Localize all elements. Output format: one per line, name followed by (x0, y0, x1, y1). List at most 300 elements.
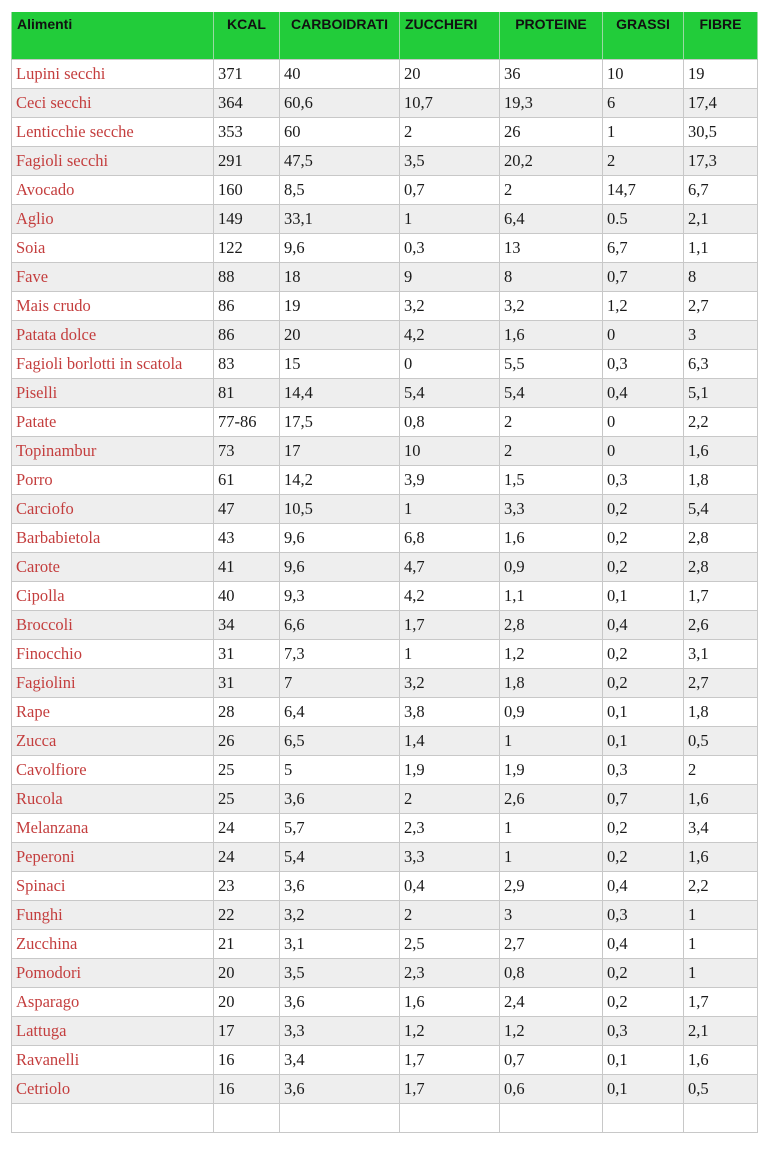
proteine-cell: 3,2 (500, 292, 603, 321)
nutrition-table-container (11, 12, 757, 1133)
table-row (12, 234, 758, 263)
zuccheri-cell: 2 (400, 901, 500, 930)
grassi-cell: 0,3 (603, 756, 684, 785)
table-row (12, 408, 758, 437)
kcal-cell: 31 (214, 669, 280, 698)
kcal-cell: 25 (214, 785, 280, 814)
grassi-cell: 0,1 (603, 698, 684, 727)
proteine-cell: 1 (500, 843, 603, 872)
kcal-cell: 24 (214, 843, 280, 872)
kcal-cell: 20 (214, 988, 280, 1017)
table-row (12, 1075, 758, 1104)
carboidrati-cell: 17 (280, 437, 400, 466)
table-header (12, 12, 758, 60)
food-name-cell: Lupini secchi (12, 60, 214, 89)
fibre-cell: 17,3 (684, 147, 758, 176)
kcal-cell: 86 (214, 292, 280, 321)
food-name-cell: Topinambur (12, 437, 214, 466)
proteine-cell: 2,4 (500, 988, 603, 1017)
nutrition-table (11, 12, 758, 1133)
kcal-cell: 353 (214, 118, 280, 147)
carboidrati-cell: 5,4 (280, 843, 400, 872)
grassi-cell: 0 (603, 437, 684, 466)
food-name-cell: Melanzana (12, 814, 214, 843)
kcal-cell: 61 (214, 466, 280, 495)
table-row (12, 930, 758, 959)
proteine-cell: 2,9 (500, 872, 603, 901)
grassi-cell: 0,3 (603, 466, 684, 495)
fibre-cell (684, 1104, 758, 1133)
food-name-cell: Fave (12, 263, 214, 292)
fibre-cell: 1,7 (684, 988, 758, 1017)
food-name-cell: Finocchio (12, 640, 214, 669)
proteine-cell: 1,2 (500, 1017, 603, 1046)
kcal-cell: 371 (214, 60, 280, 89)
food-name-cell: Carote (12, 553, 214, 582)
zuccheri-cell: 20 (400, 60, 500, 89)
zuccheri-cell: 4,2 (400, 321, 500, 350)
kcal-cell (214, 1104, 280, 1133)
food-name-cell: Patata dolce (12, 321, 214, 350)
kcal-cell: 16 (214, 1075, 280, 1104)
zuccheri-cell: 2,3 (400, 959, 500, 988)
fibre-cell: 2,7 (684, 669, 758, 698)
fibre-cell: 5,4 (684, 495, 758, 524)
grassi-cell: 0,4 (603, 379, 684, 408)
header-row (12, 12, 758, 60)
fibre-cell: 1 (684, 930, 758, 959)
carboidrati-cell: 3,1 (280, 930, 400, 959)
food-name-cell: Aglio (12, 205, 214, 234)
carboidrati-cell: 9,6 (280, 234, 400, 263)
kcal-cell: 83 (214, 350, 280, 379)
kcal-cell: 160 (214, 176, 280, 205)
fibre-cell: 1,7 (684, 582, 758, 611)
table-row (12, 611, 758, 640)
grassi-cell: 0,2 (603, 669, 684, 698)
table-row (12, 988, 758, 1017)
food-name-cell: Rucola (12, 785, 214, 814)
grassi-cell (603, 1104, 684, 1133)
carboidrati-cell: 19 (280, 292, 400, 321)
carboidrati-cell: 10,5 (280, 495, 400, 524)
fibre-cell: 2,8 (684, 524, 758, 553)
kcal-cell: 23 (214, 872, 280, 901)
table-row (12, 60, 758, 89)
food-name-cell: Fagioli secchi (12, 147, 214, 176)
proteine-cell: 5,4 (500, 379, 603, 408)
fibre-cell: 2,2 (684, 872, 758, 901)
kcal-cell: 31 (214, 640, 280, 669)
grassi-cell: 1 (603, 118, 684, 147)
kcal-cell: 34 (214, 611, 280, 640)
fibre-cell: 1 (684, 901, 758, 930)
table-row (12, 379, 758, 408)
fibre-cell: 1,1 (684, 234, 758, 263)
table-row (12, 524, 758, 553)
kcal-cell: 16 (214, 1046, 280, 1075)
grassi-cell: 0,2 (603, 814, 684, 843)
grassi-cell: 0,3 (603, 901, 684, 930)
grassi-cell: 0,1 (603, 1046, 684, 1075)
proteine-cell: 26 (500, 118, 603, 147)
proteine-cell: 5,5 (500, 350, 603, 379)
table-row (12, 785, 758, 814)
grassi-cell: 0,4 (603, 611, 684, 640)
proteine-cell: 2,6 (500, 785, 603, 814)
grassi-cell: 0,1 (603, 727, 684, 756)
carboidrati-cell: 3,6 (280, 872, 400, 901)
food-name-cell: Broccoli (12, 611, 214, 640)
carboidrati-cell: 5 (280, 756, 400, 785)
kcal-cell: 22 (214, 901, 280, 930)
carboidrati-cell: 7,3 (280, 640, 400, 669)
fibre-cell: 2,7 (684, 292, 758, 321)
zuccheri-cell: 1,7 (400, 1046, 500, 1075)
food-name-cell: Barbabietola (12, 524, 214, 553)
proteine-cell: 2,8 (500, 611, 603, 640)
zuccheri-cell: 3,9 (400, 466, 500, 495)
kcal-cell: 17 (214, 1017, 280, 1046)
fibre-cell: 0,5 (684, 1075, 758, 1104)
carboidrati-cell: 14,2 (280, 466, 400, 495)
kcal-cell: 24 (214, 814, 280, 843)
zuccheri-cell: 3,3 (400, 843, 500, 872)
carboidrati-cell: 3,6 (280, 1075, 400, 1104)
proteine-cell: 1 (500, 814, 603, 843)
food-name-cell: Avocado (12, 176, 214, 205)
food-name-cell: Funghi (12, 901, 214, 930)
food-name-cell: Lenticchie secche (12, 118, 214, 147)
zuccheri-cell: 6,8 (400, 524, 500, 553)
grassi-cell: 2 (603, 147, 684, 176)
table-row (12, 1046, 758, 1075)
proteine-cell: 2 (500, 176, 603, 205)
proteine-cell: 2,7 (500, 930, 603, 959)
kcal-cell: 88 (214, 263, 280, 292)
fibre-cell: 3,4 (684, 814, 758, 843)
fibre-cell: 1,6 (684, 785, 758, 814)
kcal-cell: 40 (214, 582, 280, 611)
grassi-cell: 6,7 (603, 234, 684, 263)
proteine-cell: 3,3 (500, 495, 603, 524)
table-row (12, 669, 758, 698)
fibre-cell: 17,4 (684, 89, 758, 118)
zuccheri-cell: 1,7 (400, 611, 500, 640)
fibre-cell: 6,7 (684, 176, 758, 205)
food-name-cell: Rape (12, 698, 214, 727)
fibre-cell: 2,1 (684, 1017, 758, 1046)
zuccheri-cell: 10,7 (400, 89, 500, 118)
header-grassi: GRASSI (603, 12, 684, 60)
carboidrati-cell: 20 (280, 321, 400, 350)
grassi-cell: 0,7 (603, 263, 684, 292)
kcal-cell: 26 (214, 727, 280, 756)
table-row (12, 1104, 758, 1133)
proteine-cell: 0,8 (500, 959, 603, 988)
carboidrati-cell (280, 1104, 400, 1133)
proteine-cell: 2 (500, 408, 603, 437)
proteine-cell: 2 (500, 437, 603, 466)
grassi-cell: 1,2 (603, 292, 684, 321)
fibre-cell: 2,1 (684, 205, 758, 234)
grassi-cell: 0,2 (603, 495, 684, 524)
kcal-cell: 86 (214, 321, 280, 350)
fibre-cell: 1,6 (684, 1046, 758, 1075)
proteine-cell: 20,2 (500, 147, 603, 176)
zuccheri-cell: 1,7 (400, 1075, 500, 1104)
table-row (12, 321, 758, 350)
grassi-cell: 0,2 (603, 959, 684, 988)
zuccheri-cell: 10 (400, 437, 500, 466)
proteine-cell: 36 (500, 60, 603, 89)
grassi-cell: 0,3 (603, 350, 684, 379)
food-name-cell: Cetriolo (12, 1075, 214, 1104)
proteine-cell: 1,8 (500, 669, 603, 698)
table-row (12, 205, 758, 234)
grassi-cell: 0,2 (603, 640, 684, 669)
fibre-cell: 1,6 (684, 437, 758, 466)
fibre-cell: 1,8 (684, 466, 758, 495)
grassi-cell: 0,4 (603, 872, 684, 901)
zuccheri-cell: 3,8 (400, 698, 500, 727)
fibre-cell: 1,8 (684, 698, 758, 727)
kcal-cell: 47 (214, 495, 280, 524)
food-name-cell: Pomodori (12, 959, 214, 988)
grassi-cell: 0,2 (603, 988, 684, 1017)
zuccheri-cell: 2 (400, 118, 500, 147)
food-name-cell (12, 1104, 214, 1133)
zuccheri-cell: 1 (400, 205, 500, 234)
zuccheri-cell: 3,2 (400, 292, 500, 321)
food-name-cell: Zucchina (12, 930, 214, 959)
grassi-cell: 0.5 (603, 205, 684, 234)
proteine-cell: 1,1 (500, 582, 603, 611)
proteine-cell: 8 (500, 263, 603, 292)
zuccheri-cell: 0,3 (400, 234, 500, 263)
fibre-cell: 2,8 (684, 553, 758, 582)
proteine-cell: 3 (500, 901, 603, 930)
grassi-cell: 0,3 (603, 1017, 684, 1046)
table-row (12, 263, 758, 292)
carboidrati-cell: 60,6 (280, 89, 400, 118)
proteine-cell (500, 1104, 603, 1133)
zuccheri-cell (400, 1104, 500, 1133)
proteine-cell: 6,4 (500, 205, 603, 234)
kcal-cell: 28 (214, 698, 280, 727)
food-name-cell: Cipolla (12, 582, 214, 611)
carboidrati-cell: 17,5 (280, 408, 400, 437)
grassi-cell: 0,1 (603, 1075, 684, 1104)
fibre-cell: 30,5 (684, 118, 758, 147)
proteine-cell: 0,6 (500, 1075, 603, 1104)
carboidrati-cell: 3,5 (280, 959, 400, 988)
table-row (12, 292, 758, 321)
zuccheri-cell: 0,7 (400, 176, 500, 205)
zuccheri-cell: 2,5 (400, 930, 500, 959)
zuccheri-cell: 0,4 (400, 872, 500, 901)
fibre-cell: 8 (684, 263, 758, 292)
grassi-cell: 14,7 (603, 176, 684, 205)
table-row (12, 89, 758, 118)
header-carboidrati: CARBOIDRATI (280, 12, 400, 60)
carboidrati-cell: 3,6 (280, 988, 400, 1017)
fibre-cell: 1,6 (684, 843, 758, 872)
table-row (12, 640, 758, 669)
zuccheri-cell: 0 (400, 350, 500, 379)
kcal-cell: 122 (214, 234, 280, 263)
carboidrati-cell: 6,6 (280, 611, 400, 640)
grassi-cell: 0,4 (603, 930, 684, 959)
table-row (12, 814, 758, 843)
proteine-cell: 1,6 (500, 524, 603, 553)
food-name-cell: Porro (12, 466, 214, 495)
carboidrati-cell: 6,4 (280, 698, 400, 727)
grassi-cell: 0,2 (603, 843, 684, 872)
kcal-cell: 73 (214, 437, 280, 466)
zuccheri-cell: 1 (400, 495, 500, 524)
grassi-cell: 0,2 (603, 524, 684, 553)
proteine-cell: 19,3 (500, 89, 603, 118)
proteine-cell: 1,5 (500, 466, 603, 495)
table-row (12, 553, 758, 582)
carboidrati-cell: 7 (280, 669, 400, 698)
food-name-cell: Spinaci (12, 872, 214, 901)
food-name-cell: Ceci secchi (12, 89, 214, 118)
kcal-cell: 43 (214, 524, 280, 553)
table-row (12, 350, 758, 379)
zuccheri-cell: 3,5 (400, 147, 500, 176)
table-row (12, 843, 758, 872)
carboidrati-cell: 8,5 (280, 176, 400, 205)
header-alimenti: Alimenti (12, 12, 214, 60)
fibre-cell: 3 (684, 321, 758, 350)
table-row (12, 872, 758, 901)
proteine-cell: 1,9 (500, 756, 603, 785)
table-row (12, 176, 758, 205)
kcal-cell: 81 (214, 379, 280, 408)
fibre-cell: 3,1 (684, 640, 758, 669)
fibre-cell: 5,1 (684, 379, 758, 408)
kcal-cell: 41 (214, 553, 280, 582)
table-row (12, 698, 758, 727)
carboidrati-cell: 9,6 (280, 553, 400, 582)
carboidrati-cell: 5,7 (280, 814, 400, 843)
proteine-cell: 0,7 (500, 1046, 603, 1075)
table-row (12, 495, 758, 524)
food-name-cell: Mais crudo (12, 292, 214, 321)
table-body (12, 60, 758, 1133)
carboidrati-cell: 60 (280, 118, 400, 147)
zuccheri-cell: 3,2 (400, 669, 500, 698)
zuccheri-cell: 2 (400, 785, 500, 814)
food-name-cell: Fagioli borlotti in scatola (12, 350, 214, 379)
proteine-cell: 0,9 (500, 698, 603, 727)
table-row (12, 727, 758, 756)
food-name-cell: Piselli (12, 379, 214, 408)
food-name-cell: Patate (12, 408, 214, 437)
carboidrati-cell: 3,3 (280, 1017, 400, 1046)
table-row (12, 756, 758, 785)
zuccheri-cell: 2,3 (400, 814, 500, 843)
fibre-cell: 19 (684, 60, 758, 89)
food-name-cell: Soia (12, 234, 214, 263)
table-row (12, 437, 758, 466)
fibre-cell: 2 (684, 756, 758, 785)
food-name-cell: Cavolfiore (12, 756, 214, 785)
zuccheri-cell: 5,4 (400, 379, 500, 408)
zuccheri-cell: 1,4 (400, 727, 500, 756)
header-kcal: KCAL (214, 12, 280, 60)
zuccheri-cell: 1,2 (400, 1017, 500, 1046)
grassi-cell: 0 (603, 408, 684, 437)
fibre-cell: 2,6 (684, 611, 758, 640)
zuccheri-cell: 4,7 (400, 553, 500, 582)
header-zuccheri: ZUCCHERI (400, 12, 500, 60)
food-name-cell: Carciofo (12, 495, 214, 524)
carboidrati-cell: 15 (280, 350, 400, 379)
kcal-cell: 20 (214, 959, 280, 988)
fibre-cell: 2,2 (684, 408, 758, 437)
carboidrati-cell: 3,6 (280, 785, 400, 814)
food-name-cell: Peperoni (12, 843, 214, 872)
header-fibre: FIBRE (684, 12, 758, 60)
header-proteine: PROTEINE (500, 12, 603, 60)
zuccheri-cell: 4,2 (400, 582, 500, 611)
kcal-cell: 364 (214, 89, 280, 118)
fibre-cell: 6,3 (684, 350, 758, 379)
kcal-cell: 149 (214, 205, 280, 234)
carboidrati-cell: 33,1 (280, 205, 400, 234)
proteine-cell: 1,6 (500, 321, 603, 350)
table-row (12, 147, 758, 176)
zuccheri-cell: 1 (400, 640, 500, 669)
proteine-cell: 1 (500, 727, 603, 756)
zuccheri-cell: 9 (400, 263, 500, 292)
carboidrati-cell: 3,2 (280, 901, 400, 930)
kcal-cell: 21 (214, 930, 280, 959)
food-name-cell: Asparago (12, 988, 214, 1017)
zuccheri-cell: 1,6 (400, 988, 500, 1017)
zuccheri-cell: 1,9 (400, 756, 500, 785)
zuccheri-cell: 0,8 (400, 408, 500, 437)
table-row (12, 901, 758, 930)
food-name-cell: Fagiolini (12, 669, 214, 698)
grassi-cell: 0,1 (603, 582, 684, 611)
fibre-cell: 0,5 (684, 727, 758, 756)
table-row (12, 466, 758, 495)
fibre-cell: 1 (684, 959, 758, 988)
proteine-cell: 0,9 (500, 553, 603, 582)
grassi-cell: 0 (603, 321, 684, 350)
carboidrati-cell: 40 (280, 60, 400, 89)
carboidrati-cell: 9,6 (280, 524, 400, 553)
table-row (12, 1017, 758, 1046)
kcal-cell: 291 (214, 147, 280, 176)
carboidrati-cell: 6,5 (280, 727, 400, 756)
carboidrati-cell: 3,4 (280, 1046, 400, 1075)
grassi-cell: 6 (603, 89, 684, 118)
grassi-cell: 0,2 (603, 553, 684, 582)
food-name-cell: Zucca (12, 727, 214, 756)
food-name-cell: Lattuga (12, 1017, 214, 1046)
table-row (12, 959, 758, 988)
carboidrati-cell: 47,5 (280, 147, 400, 176)
carboidrati-cell: 14,4 (280, 379, 400, 408)
table-row (12, 582, 758, 611)
carboidrati-cell: 9,3 (280, 582, 400, 611)
food-name-cell: Ravanelli (12, 1046, 214, 1075)
